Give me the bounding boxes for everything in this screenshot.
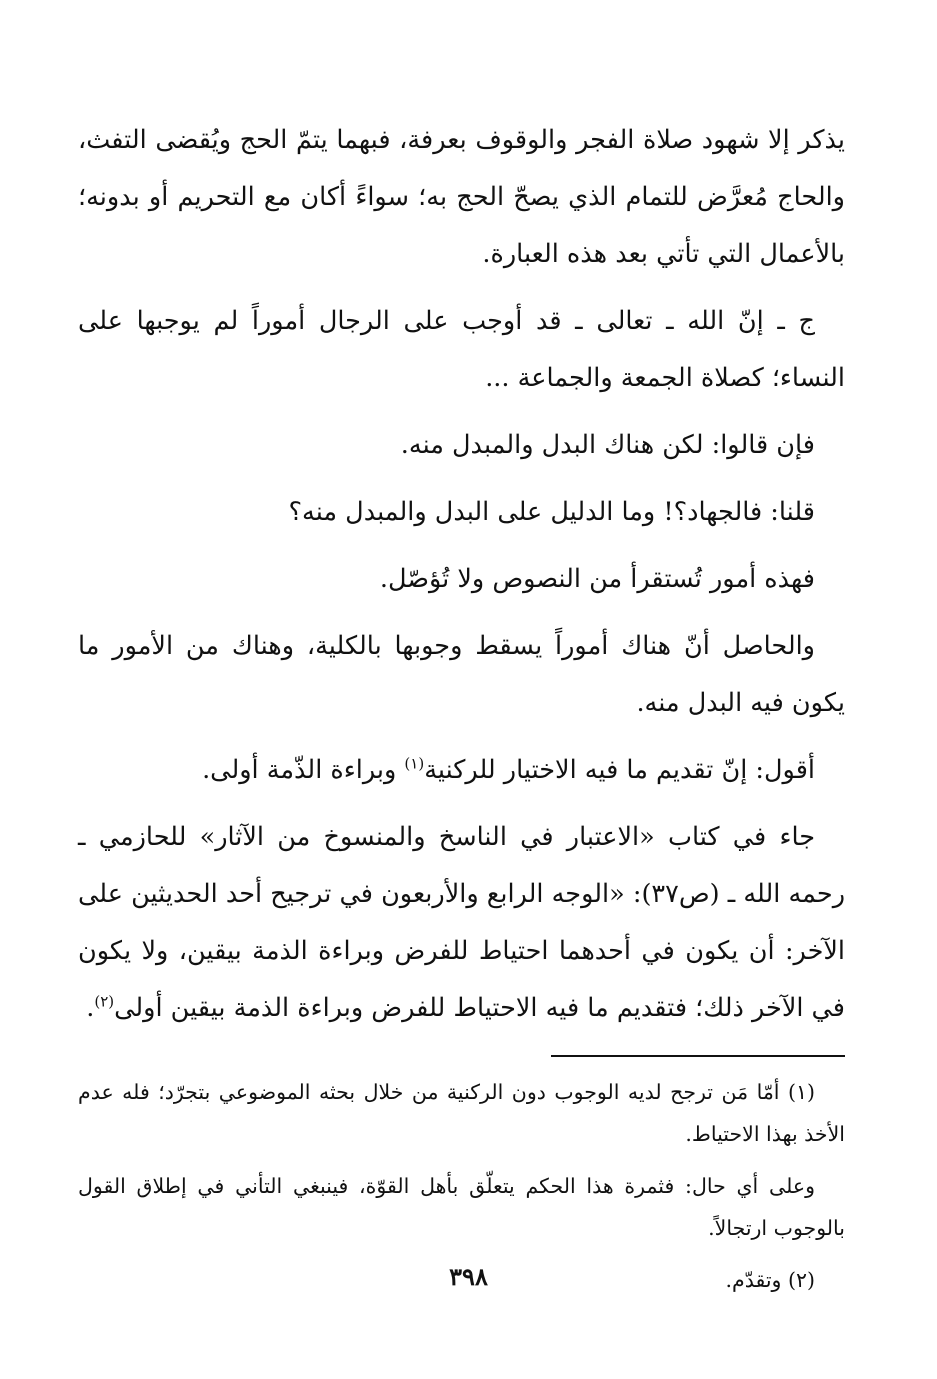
body-paragraph-8-text: جاء في كتاب «الاعتبار في الناسخ والمنسوخ من الآثار» للحازمي ـ رحمه الله ـ (ص٣٧): «الوجه الرابع والأربعون في ترجيح أحد الحديثين على الآخر: أن يكون في أحدهما احتياط للفرض وبراءة الذمة بيقين، ولا يكون في الآخر ذلك؛ فتقديم ما فيه الاحتياط للفرض وبراءة الذمة بيقين أولى: [78, 822, 846, 1023]
body-paragraph-4: قلنا: فالجهاد؟! وما الدليل على البدل والمبدل منه؟: [288, 497, 815, 527]
footnote-ref-2[interactable]: (٢): [94, 992, 115, 1011]
body-paragraph-2: ج ـ إنّ الله ـ تعالى ـ قد أوجب على الرجال أموراً لم يوجبها على النساء؛ كصلاة الجمعة والجماعة ...: [78, 306, 845, 393]
body-paragraph-7: [78, 742, 845, 799]
page-content: [78, 112, 845, 1379]
page-number: ٣٩٨: [449, 1262, 488, 1291]
footnote-divider: [551, 1055, 845, 1057]
body-paragraph-8-end: .: [86, 993, 95, 1023]
body-paragraph-1: يذكر إلا شهود صلاة الفجر والوقوف بعرفة، فبهما يتمّ الحج ويُقضى التفث، والحاج مُعرَّض للتمام الذي يصحّ الحج به؛ سواءً أكان مع التحريم أو بدونه؛ بالأعمال التي تأتي بعد هذه العبارة.: [78, 125, 845, 269]
body-paragraph-8: [78, 809, 845, 1037]
body-paragraph-3: فإن قالوا: لكن هناك البدل والمبدل منه.: [400, 430, 815, 460]
footnote-2: (٢) وتقدّم.: [725, 1268, 815, 1292]
body-paragraph-7-end: وبراءة الذّمة أولى.: [202, 755, 405, 785]
body-paragraph-5: فهذه أمور تُستقرأ من النصوص ولا تُؤصّل.: [379, 564, 815, 594]
footnote-ref-1[interactable]: (١): [404, 754, 425, 773]
body-paragraph-6: والحاصل أنّ هناك أموراً يسقط وجوبها بالكلية، وهناك من الأمور ما يكون فيه البدل منه.: [78, 631, 845, 718]
footnote-1-continuation: وعلى أي حال: فثمرة هذا الحكم يتعلّق بأهل القوّة، فينبغي التأني في إطلاق القول بالوجوب ارتجالاً.: [78, 1174, 845, 1240]
footnote-1: (١) أمّا مَن ترجح لديه الوجوب دون الركنية من خلال بحثه الموضوعي بتجرّد؛ فله عدم الأخذ بهذا الاحتياط.: [78, 1080, 845, 1146]
body-paragraph-7-text: أقول: إنّ تقديم ما فيه الاختيار للركنية: [424, 755, 815, 785]
